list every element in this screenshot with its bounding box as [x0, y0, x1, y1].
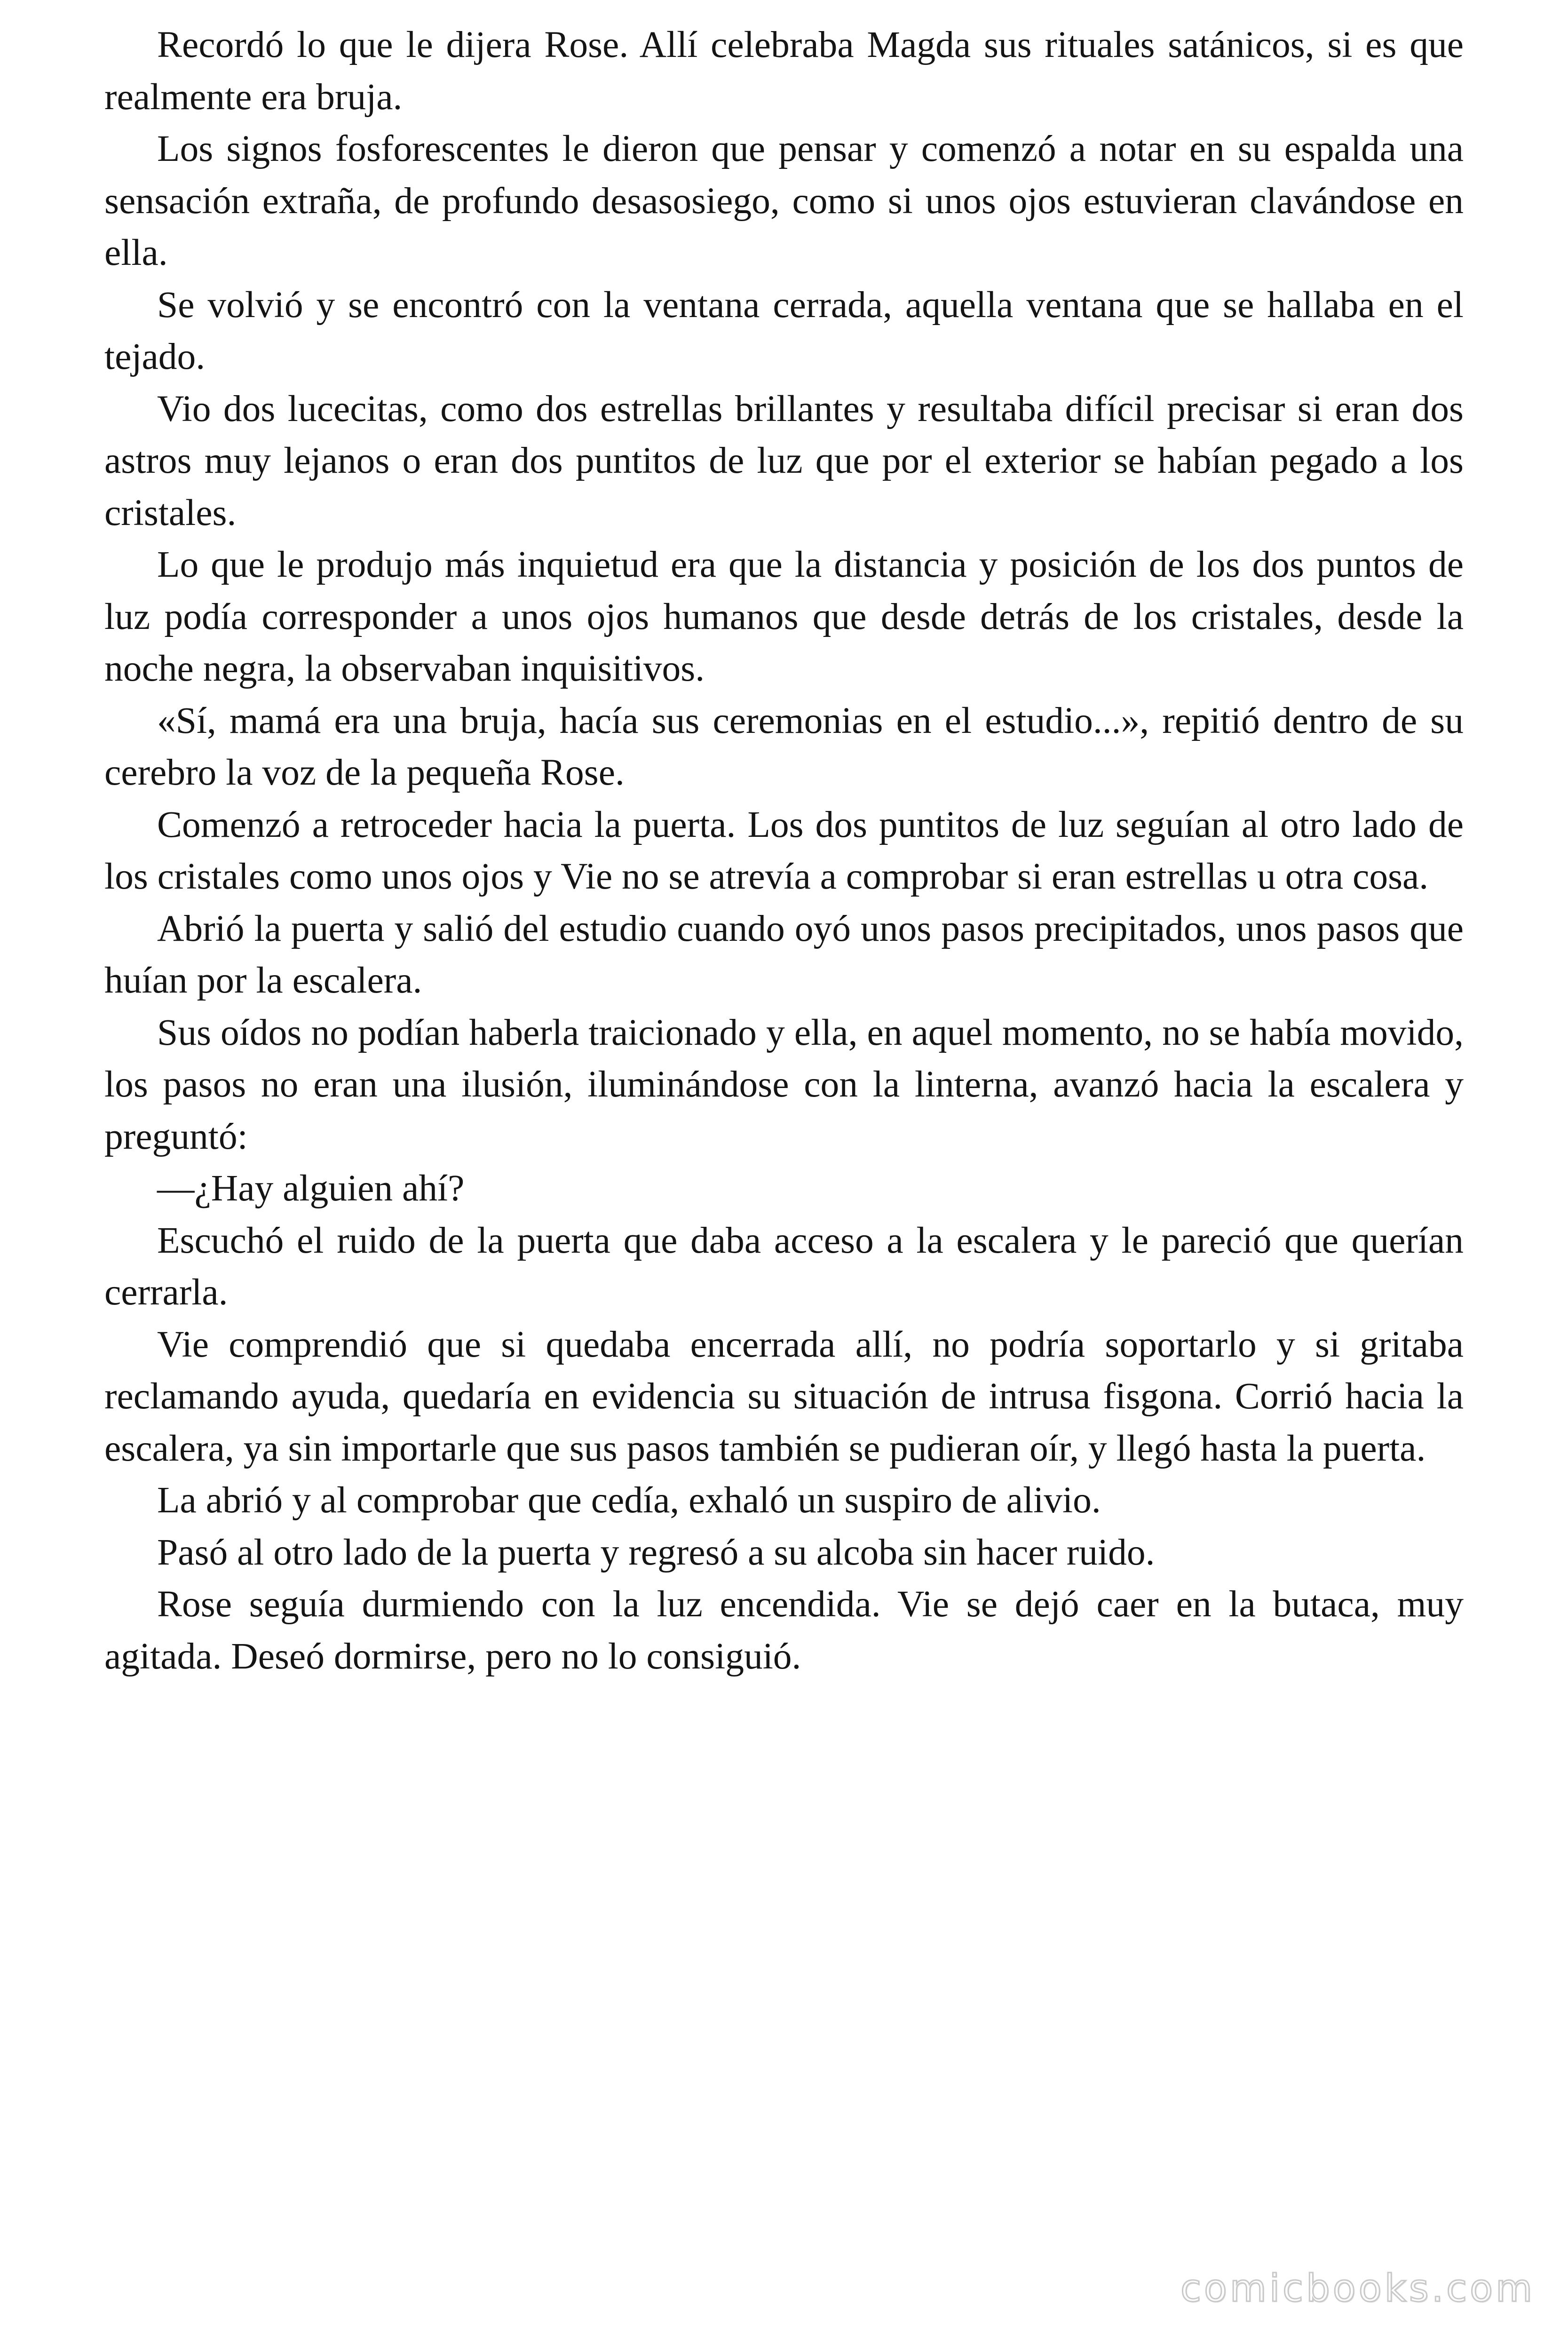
- paragraph: Lo que le produjo más inquietud era que la distancia y posición de los dos puntos de luz podía corresponder a unos ojos humanos que desde detrás de los cristales, desde la noche negra, la observaban inquisitivos.: [104, 544, 1464, 689]
- paragraph: Abrió la puerta y salió del estudio cuando oyó unos pasos precipitados, unos pasos que huían por la escalera.: [104, 907, 1464, 1001]
- body-text: [104, 19, 1464, 1682]
- paragraph: Vio dos lucecitas, como dos estrellas brillantes y resultaba difícil precisar si eran dos astros muy lejanos o eran dos puntitos de luz que por el exterior se habían pegado a los cristales.: [104, 388, 1464, 533]
- paragraph: Recordó lo que le dijera Rose. Allí celebraba Magda sus rituales satánicos, si es que realmente era bruja.: [104, 24, 1464, 118]
- paragraph: Los signos fosforescentes le dieron que pensar y comenzó a notar en su espalda una sensación extraña, de profundo desasosiego, como si unos ojos estuvieran clavándose en ella.: [104, 128, 1464, 273]
- paragraph: Se volvió y se encontró con la ventana cerrada, aquella ventana que se hallaba en el tejado.: [104, 284, 1464, 377]
- paragraph: Vie comprendió que si quedaba encerrada allí, no podría soportarlo y si gritaba reclamando ayuda, quedaría en evidencia su situación de intrusa fisgona. Corrió hacia la escalera, ya sin importarle que sus pasos también se pudieran oír, y llegó hasta la puerta.: [104, 1323, 1464, 1469]
- dialogue-line: —¿Hay alguien ahí?: [157, 1168, 465, 1209]
- paragraph: Pasó al otro lado de la puerta y regresó a su alcoba sin hacer ruido.: [157, 1531, 1155, 1573]
- paragraph: Rose seguía durmiendo con la luz encendida. Vie se dejó caer en la butaca, muy agitada. Deseó dormirse, pero no lo consiguió.: [104, 1583, 1464, 1677]
- paragraph: Escuchó el ruido de la puerta que daba acceso a la escalera y le pareció que querían cerrarla.: [104, 1219, 1464, 1313]
- paragraph: «Sí, mamá era una bruja, hacía sus ceremonias en el estudio...», repitió dentro de su cerebro la voz de la pequeña Rose.: [104, 699, 1464, 793]
- paragraph: Sus oídos no podían haberla traicionado y ella, en aquel momento, no se había movido, los pasos no eran una ilusión, iluminándose con la linterna, avanzó hacia la escalera y preguntó:: [104, 1011, 1464, 1157]
- paragraph: Comenzó a retroceder hacia la puerta. Los dos puntitos de luz seguían al otro lado de los cristales como unos ojos y Vie no se atrevía a comprobar si eran estrellas u otra cosa.: [104, 803, 1464, 897]
- watermark: comicbooks.com: [1180, 2266, 1535, 2310]
- paragraph: La abrió y al comprobar que cedía, exhaló un suspiro de alivio.: [157, 1479, 1101, 1521]
